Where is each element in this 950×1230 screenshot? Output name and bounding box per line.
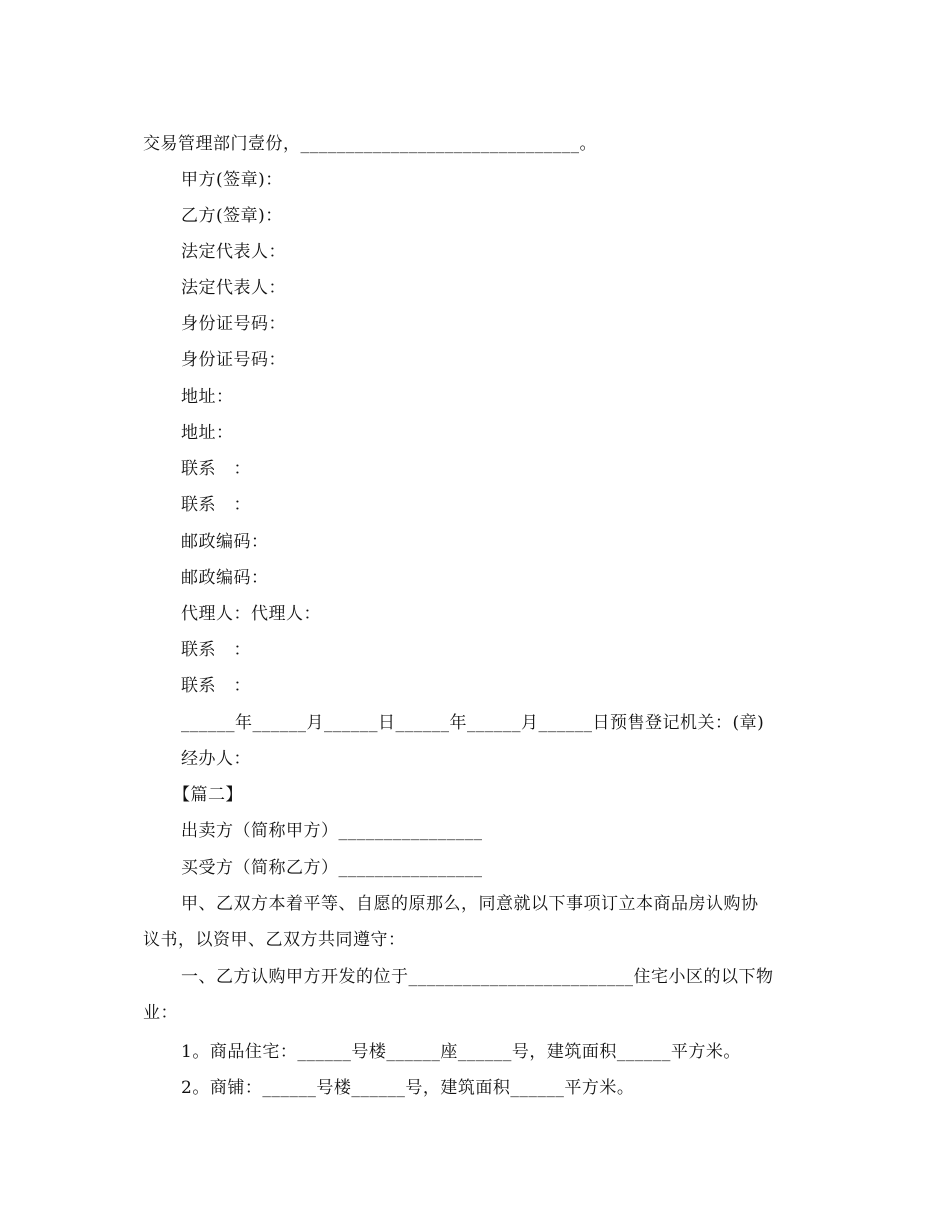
contact-label: 联系 ：: [181, 459, 251, 479]
contact-label: 联系 ：: [181, 640, 251, 660]
item-shop-line: 2。商铺：______号楼______号，建筑面积______平方米。: [181, 1078, 635, 1098]
body-paragraph-line: 议书，以资甲、乙双方共同遵守：: [143, 930, 406, 950]
section-heading: 【篇二】: [173, 785, 243, 805]
address-label: 地址：: [181, 387, 234, 407]
clause-one-line: 业：: [143, 1003, 178, 1023]
postal-code-label: 邮政编码：: [181, 568, 269, 588]
legal-representative-label: 法定代表人：: [181, 278, 286, 298]
contact-label: 联系 ：: [181, 495, 251, 515]
text-line: 交易管理部门壹份，_______________________________。: [143, 134, 597, 154]
buyer-line: 买受方（简称乙方）________________: [181, 858, 483, 878]
date-registration-line: ______年______月______日______年______月______日预售登记机关：(章): [181, 713, 765, 733]
legal-representative-label: 法定代表人：: [181, 242, 286, 262]
agent-label: 代理人：代理人：: [181, 604, 321, 624]
postal-code-label: 邮政编码：: [181, 532, 269, 552]
seller-line: 出卖方（简称甲方）________________: [181, 821, 483, 841]
party-a-signature-label: 甲方(签章)：: [181, 170, 283, 190]
clause-one-line: 一、乙方认购甲方开发的位于_________________________住宅小区的以下物: [181, 967, 774, 987]
id-number-label: 身份证号码：: [181, 314, 286, 334]
party-b-signature-label: 乙方(签章)：: [181, 206, 283, 226]
handler-label: 经办人：: [181, 749, 251, 769]
address-label: 地址：: [181, 423, 234, 443]
body-paragraph-line: 甲、乙双方本着平等、自愿的原那么，同意就以下事项订立本商品房认购协: [181, 894, 759, 914]
contact-label: 联系 ：: [181, 676, 251, 696]
item-residential-line: 1。商品住宅：______号楼______座______号，建筑面积______平方米。: [181, 1042, 741, 1062]
id-number-label: 身份证号码：: [181, 350, 286, 370]
